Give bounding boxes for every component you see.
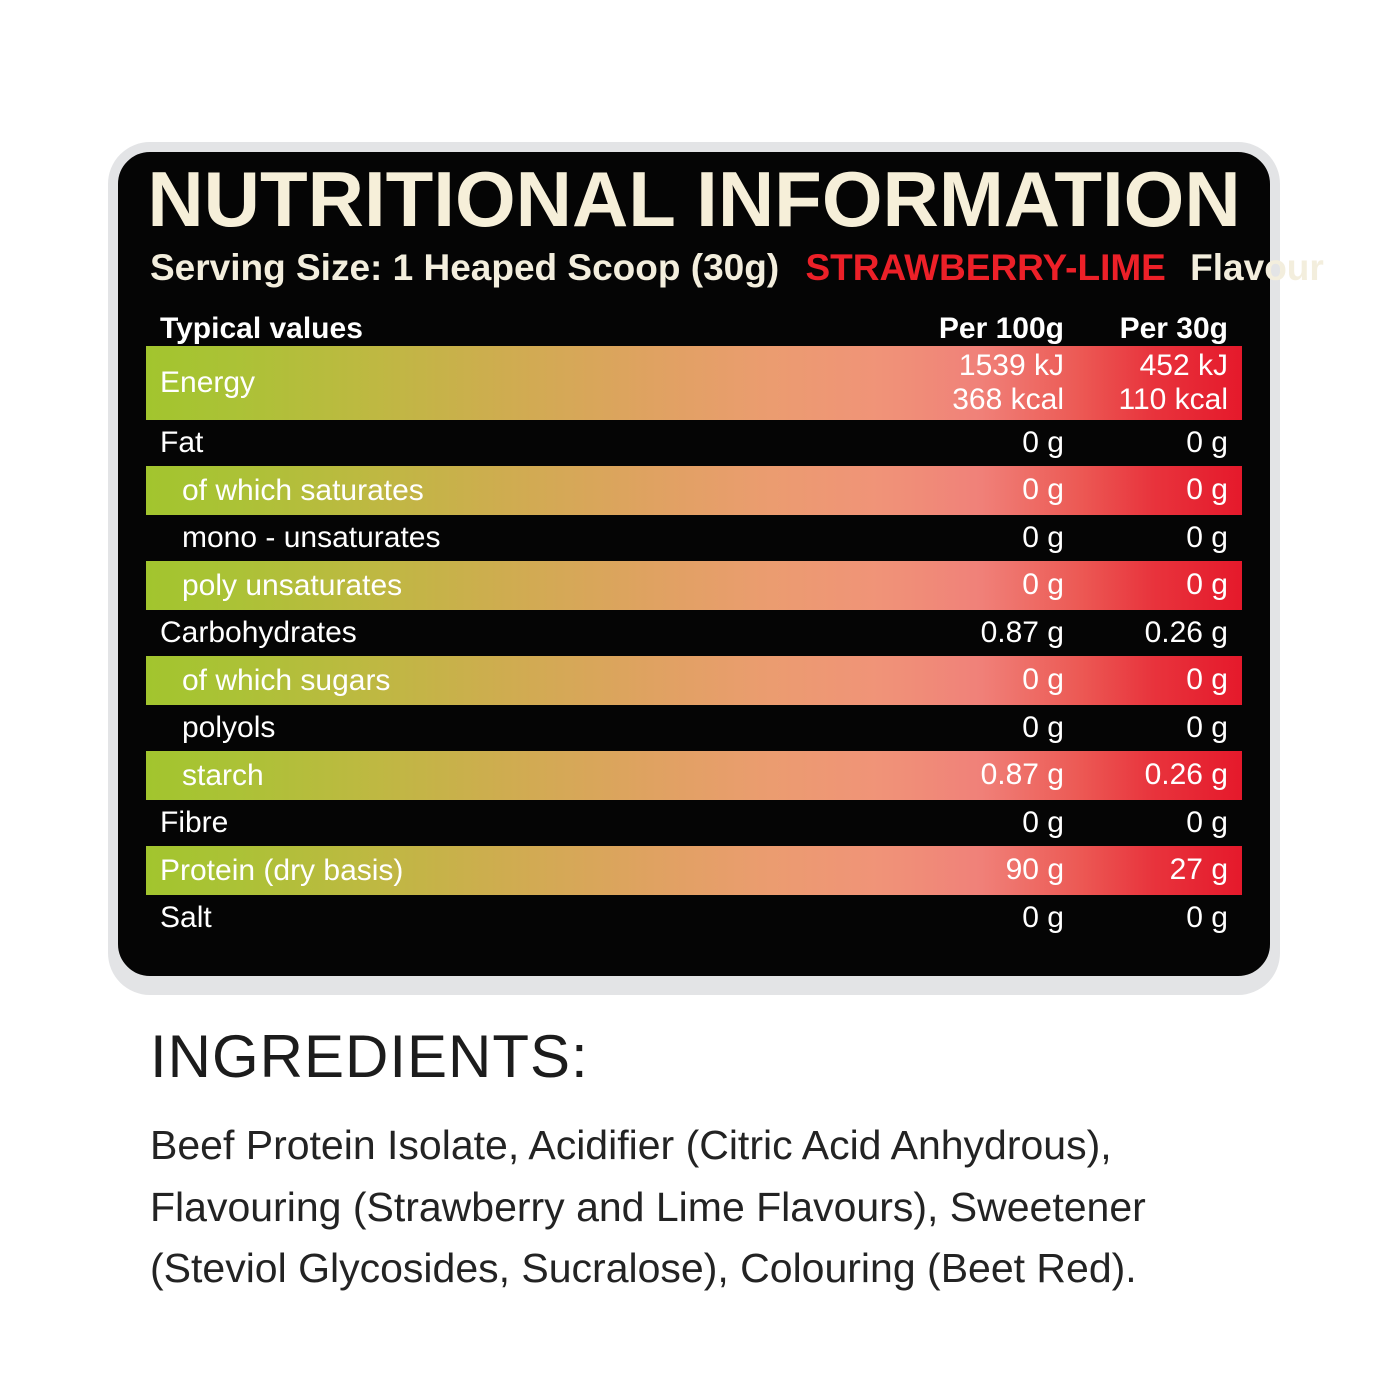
serving-size-line — [118, 246, 1324, 290]
nutrition-table-body — [118, 346, 1270, 941]
flavour-name: STRAWBERRY-LIME — [805, 247, 1166, 288]
nutrition-row — [146, 656, 1242, 705]
row-value-per100g: 0 g — [1022, 663, 1064, 697]
row-value-per100g: 0 g — [1022, 568, 1064, 602]
ingredients-text — [150, 1115, 1270, 1300]
nutrition-row — [146, 561, 1242, 610]
row-value-per30g: 0.26 g — [1144, 615, 1228, 649]
row-value-per30g: 0 g — [1186, 663, 1228, 697]
nutrition-title: NUTRITIONAL INFORMATION — [147, 155, 1241, 243]
header-per-100g: Per 100g — [938, 312, 1064, 345]
row-label: Carbohydrates — [160, 616, 357, 650]
row-label: mono - unsaturates — [182, 521, 441, 555]
nutrition-row — [146, 420, 1242, 466]
nutrition-row — [146, 346, 1242, 420]
ingredient-line: (Steviol Glycosides, Sucralose), Colouring (Beet Red). — [150, 1245, 1137, 1291]
nutrition-card — [108, 142, 1324, 986]
row-value-per100g: 0 g — [1022, 710, 1064, 744]
row-value-per100g: 0.87 g — [980, 615, 1064, 649]
row-value-per100g: 1539 kJ 368 kcal — [952, 348, 1064, 417]
row-label: Fibre — [160, 806, 229, 840]
row-label: polyols — [182, 711, 276, 745]
nutrition-row — [146, 705, 1242, 751]
row-value-per100g: 0 g — [1022, 805, 1064, 839]
row-value-per30g: 0 g — [1186, 473, 1228, 507]
serving-size-text: Serving Size: 1 Heaped Scoop (30g) — [150, 247, 780, 288]
nutrition-row — [146, 846, 1242, 895]
row-label: of which sugars — [182, 663, 391, 697]
row-value-per30g: 0 g — [1186, 520, 1228, 554]
nutrition-row — [146, 466, 1242, 515]
row-value-per100g: 0 g — [1022, 900, 1064, 934]
row-value-per30g: 27 g — [1169, 853, 1228, 887]
row-value-per30g: 452 kJ 110 kcal — [1118, 348, 1228, 417]
table-header-row — [146, 312, 1242, 346]
nutrition-row — [146, 751, 1242, 800]
row-label: Salt — [160, 901, 212, 935]
row-label: Energy — [160, 366, 256, 400]
nutrition-row — [146, 800, 1242, 846]
header-per-30g: Per 30g — [1119, 312, 1228, 345]
row-value-per30g: 0 g — [1186, 900, 1228, 934]
row-label: of which saturates — [182, 473, 424, 507]
row-label: starch — [182, 758, 264, 792]
row-value-per30g: 0 g — [1186, 710, 1228, 744]
flavour-word: Flavour — [1190, 247, 1324, 288]
ingredients-heading: INGREDIENTS: — [150, 1023, 589, 1090]
row-label: Protein (dry basis) — [160, 853, 404, 887]
row-value-per100g: 90 g — [1005, 853, 1064, 887]
ingredient-line: Beef Protein Isolate, Acidifier (Citric Acid Anhydrous), — [150, 1122, 1112, 1168]
ingredients-section — [150, 1022, 1270, 1300]
ingredient-line: Flavouring (Strawberry and Lime Flavours), Sweetener — [150, 1183, 1146, 1230]
header-typical-values: Typical values — [160, 312, 363, 346]
nutrition-row — [146, 610, 1242, 656]
row-value-per100g: 0.87 g — [980, 758, 1064, 792]
row-value-per100g: 0 g — [1022, 425, 1064, 459]
row-value-per100g: 0 g — [1022, 520, 1064, 554]
row-value-per100g: 0 g — [1022, 473, 1064, 507]
row-label: poly unsaturates — [182, 568, 403, 602]
row-value-per30g: 0.26 g — [1144, 758, 1228, 792]
row-label: Fat — [160, 426, 204, 460]
nutrition-row — [146, 515, 1242, 561]
row-value-per30g: 0 g — [1186, 805, 1228, 839]
row-value-per30g: 0 g — [1186, 568, 1228, 602]
nutrition-row — [146, 895, 1242, 941]
row-value-per30g: 0 g — [1186, 425, 1228, 459]
